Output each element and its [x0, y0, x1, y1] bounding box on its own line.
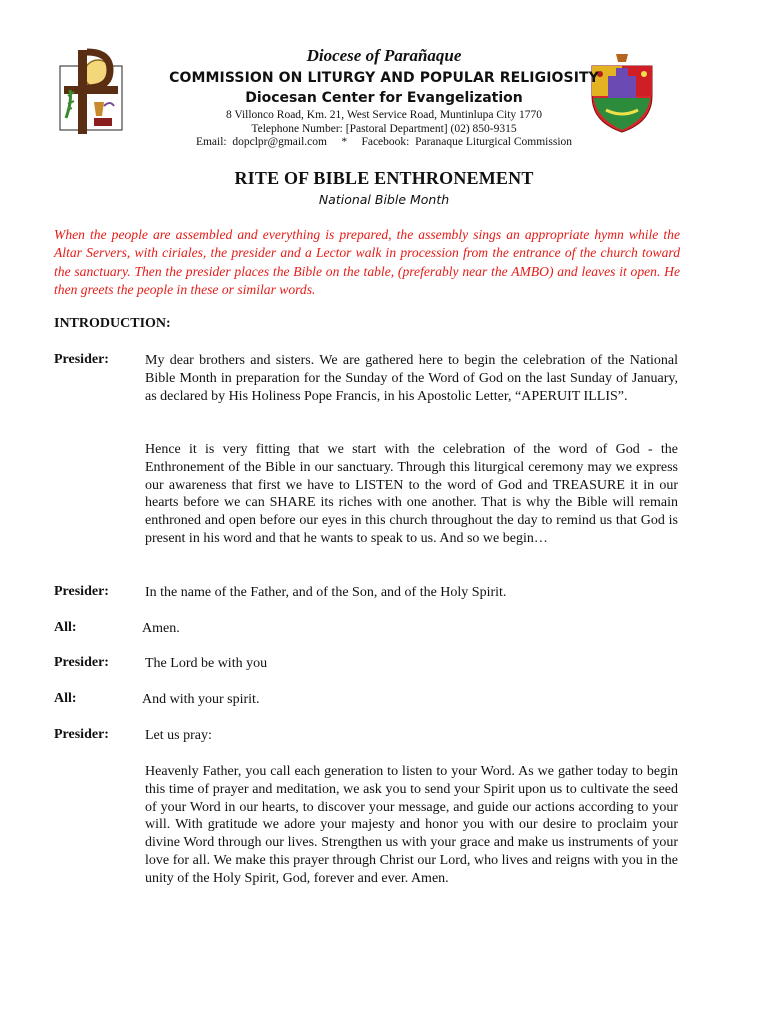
document-subtitle: National Bible Month: [318, 192, 450, 207]
diocese-title: Diocese of Parañaque: [306, 46, 462, 65]
dialogue-text: My dear brothers and sisters. We are gathered here to begin the celebration of the National Bible Month in preparation for the Sunday of the Word of God on the last Sunday of January, as declared by His Holiness Pope Francis, in his Apostolic Letter, “APERUIT ILLIS”.: [145, 353, 678, 404]
section-heading: INTRODUCTION:: [54, 316, 171, 331]
speaker-label: Presider:: [54, 584, 109, 599]
dialogue-text: The Lord be with you: [145, 656, 268, 671]
speaker-label: Presider:: [54, 727, 109, 742]
dialogue-text: In the name of the Father, and of the Son, and of the Holy Spirit.: [145, 585, 507, 600]
speaker-label: All:: [54, 620, 77, 635]
prayer-text: Heavenly Father, you call each generation to listen to your Word. As we gather today to begin this time of prayer and meditation, we ask you to send your Spirit upon us to cultivate the seed of your Word in our hearts, to discover your message, and guide our actions according to your will. With gratitude we adore your majesty and honor you with our desire to proclaim your divine Word through our lives. Strengthen us with your grace and make us instruments of your love for all. We make this prayer through Christ our Lord, who lives and reigns with you in the unity of the Holy Spirit, God, forever and ever. Amen.: [145, 764, 678, 886]
telephone-line: Telephone Number: [Pastoral Department] (02) 850-9315: [251, 123, 517, 135]
dialogue-text: Let us pray:: [145, 728, 212, 743]
center-name: Diocesan Center for Evangelization: [245, 90, 523, 106]
speaker-label: Presider:: [54, 352, 109, 367]
speaker-label: Presider:: [54, 655, 109, 670]
contact-line: Email: dopclpr@gmail.com * Facebook: Paranaque Liturgical Commission: [195, 136, 573, 148]
dialogue-text: And with your spirit.: [142, 692, 260, 707]
dialogue-text: Amen.: [142, 621, 180, 636]
dialogue-text: Hence it is very fitting that we start with the celebration of the word of God - the Enthronement of the Bible in our sanctuary. Through this liturgical ceremony may we express our awareness that first we have to LISTEN to the word of God and TREASURE it in our hearts before we can SHARE its riches with one another. That is why the Bible will remain enthroned and open before our eyes in this church throughout the day to remind us that God is present in his word and that he wants to speak to us. And so we begin…: [145, 442, 678, 546]
address-line: 8 Villonco Road, Km. 21, West Service Road, Muntinlupa City 1770: [225, 109, 543, 121]
rubric-instruction: When the people are assembled and everything is prepared, the assembly sings an appropriate hymn while the Altar Servers, with ciriales, the presider and a Lector walk in procession from the entrance of the church toward the sanctuary. Then the presider places the Bible on the table, (preferably near the AMBO) and leaves it open. He then greets the people in these or similar words.: [54, 227, 680, 298]
speaker-label: All:: [54, 691, 77, 706]
document-title: RITE OF BIBLE ENTHRONEMENT: [234, 168, 534, 188]
commission-name: COMMISSION ON LITURGY AND POPULAR RELIGIOSITY: [169, 70, 599, 86]
